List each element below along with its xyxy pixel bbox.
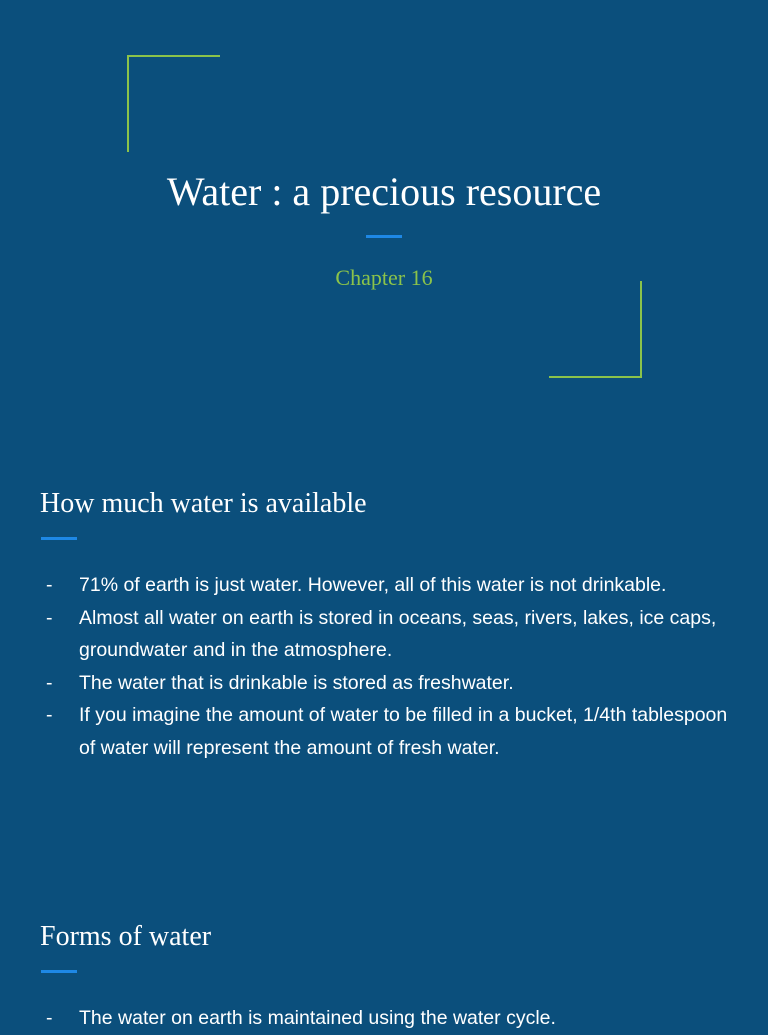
- bullet-marker: -: [46, 671, 53, 694]
- bullet-text: The water that is drinkable is stored as freshwater.: [79, 671, 514, 694]
- title-underline-rule: [366, 235, 402, 238]
- heading-underline-rule: [41, 537, 77, 540]
- bullet-item: [40, 699, 740, 764]
- bullet-marker: -: [46, 606, 53, 629]
- bullet-item: [40, 1002, 740, 1035]
- bullet-item: [40, 602, 740, 667]
- top-left-corner-bracket: [127, 55, 220, 152]
- bullet-marker: -: [46, 1007, 53, 1029]
- slide-title: Water : a precious resource: [166, 169, 602, 214]
- bullet-list: [40, 569, 740, 764]
- bottom-right-corner-bracket: [549, 281, 642, 378]
- slide-water-available: [0, 432, 768, 864]
- bullet-list: [40, 1002, 740, 1035]
- slide-forms-of-water: [0, 864, 768, 1029]
- slide-heading: Forms of water: [40, 921, 212, 952]
- bullet-item: [40, 667, 740, 700]
- bullet-marker: -: [46, 574, 53, 596]
- bullet-marker: -: [46, 704, 53, 726]
- title-slide: [0, 0, 768, 432]
- slide-heading: How much water is available: [40, 488, 367, 519]
- heading-underline-rule: [41, 970, 77, 973]
- bullet-text: The water on earth is maintained using the water cycle.: [79, 1007, 556, 1029]
- slide-subtitle: Chapter 16: [335, 265, 433, 290]
- bullet-text: If you imagine the amount of water to be filled in a bucket, 1/4th tablespoon of water will represent the amount of fresh water.: [79, 704, 728, 759]
- bullet-item: [40, 569, 740, 602]
- bullet-text: Almost all water on earth is stored in oceans, seas, rivers, lakes, ice caps, groundwater and in the atmosphere.: [79, 606, 717, 661]
- bullet-text: 71% of earth is just water. However, all of this water is not drinkable.: [79, 574, 667, 596]
